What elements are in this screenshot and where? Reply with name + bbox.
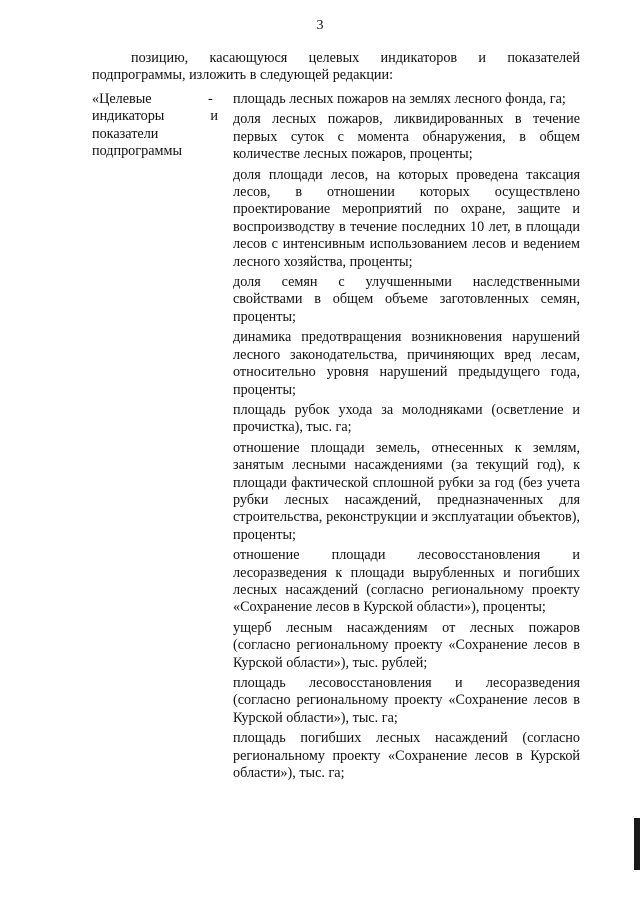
indicator-item: доля площади лесов, на которых проведена таксация лесов, в отношении которых осуществлено проектирование мероприятий по охране, защите и воспроизводству в течение последних 10 лет, в площади лесов с интенсивным использованием лесов и ведением лесного хозяйства, проценты; xyxy=(233,166,580,270)
label-line-2 xyxy=(92,108,218,125)
intro-line-1: позицию, касающуюся целевых индикаторов и показателей xyxy=(131,50,580,66)
label-line-4: подпрограммы xyxy=(92,143,182,160)
indicator-item: доля семян с улучшенными наследственными свойствами в общем объеме заготовленных семян, проценты; xyxy=(233,274,580,325)
indicators-list xyxy=(233,91,580,785)
label-line-3: показатели xyxy=(92,125,159,142)
indicator-item: площадь рубок ухода за молодняками (осветление и прочистка), тыс. га; xyxy=(233,401,580,436)
indicator-item: площадь погибших лесных насаждений (согласно региональному проекту «Сохранение лесов в Курской области»), тыс. га; xyxy=(233,730,580,782)
indicator-item: площадь лесовосстановления и лесоразведения (согласно региональному проекту «Сохранение лесов в Курской области»), тыс. га; xyxy=(233,675,580,726)
page-number: 3 xyxy=(316,18,324,33)
indicator-item: динамика предотвращения возникновения нарушений лесного законодательства, причиняющих вред лесам, относительно уровня нарушений предыдущего года, проценты; xyxy=(233,329,580,398)
intro-line-2: подпрограммы, изложить в следующей редакции: xyxy=(92,67,394,84)
label-line-2a: индикаторы xyxy=(92,108,165,125)
scan-edge-mark xyxy=(634,818,640,870)
intro-paragraph xyxy=(92,50,580,85)
label-line-1: «Целевые xyxy=(92,91,152,107)
indicator-item: площадь лесных пожаров на землях лесного фонда, га; xyxy=(233,91,566,107)
indicators-label xyxy=(92,91,218,161)
indicator-item: ущерб лесным насаждениям от лесных пожаров (согласно региональному проекту «Сохранение лесов в Курской области»), тыс. рублей; xyxy=(233,619,580,671)
indicator-item: отношение площади земель, отнесенных к землям, занятым лесными насаждениями (за текущий год), к площади фактической сплошной рубки за год (без учета рубки лесных насаждений, предназначенных для строительства, реконструкции и эксплуатации объектов), проценты; xyxy=(233,439,580,543)
indicator-item: отношение площади лесовосстановления и лесоразведения к площади вырубленных и погибших лесных насаждений (согласно региональному проекту «Сохранение лесов в Курской области»), проценты; xyxy=(233,547,580,616)
label-dash: - xyxy=(208,91,213,107)
label-line-2b: и xyxy=(210,108,218,125)
indicator-item: доля лесных пожаров, ликвидированных в течение первых суток с момента обнаружения, в общем количестве лесных пожаров, проценты; xyxy=(233,111,580,163)
